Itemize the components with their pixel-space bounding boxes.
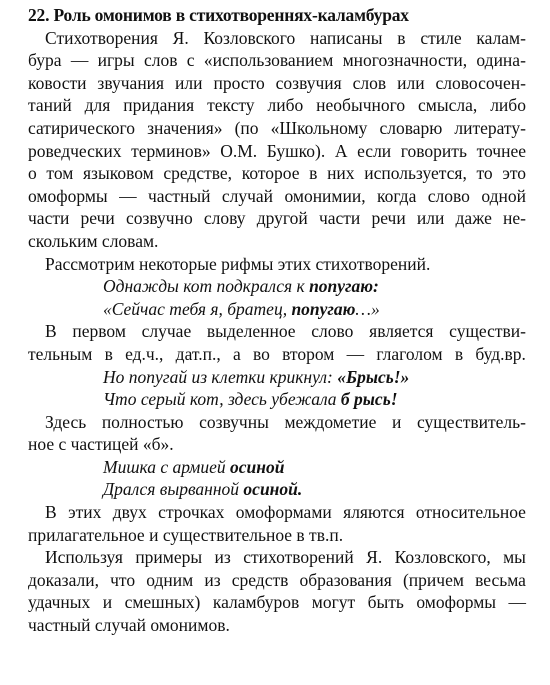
verse-highlight: осиной.: [243, 479, 303, 500]
verse-line: [28, 456, 526, 479]
paragraph-analysis-1: [28, 320, 526, 365]
verse-highlight: попугаю:: [309, 276, 379, 297]
text-line: роведческих терминов» О.М. Бушко). А если говорить точнее: [28, 140, 526, 161]
verse-osina: [28, 456, 526, 501]
verse-text: Дрался вырванной: [103, 479, 244, 500]
text-line: В первом случае выделенное слово является существи-: [45, 321, 526, 342]
text-line: Используя примеры из стихотворений Я. Козловского, мы: [45, 547, 526, 568]
text-line: доказали, что одним из средств образования (причем весьма: [28, 569, 526, 590]
paragraph-intro: [28, 27, 526, 253]
verse-line: [28, 388, 526, 411]
text-line: частный случай омонимов.: [28, 615, 230, 636]
text-line: скольким словам.: [28, 230, 159, 251]
text-line: тельным в ед.ч., дат.п., а во втором — глаголом в буд.вр.: [28, 343, 526, 364]
text-line: В этих двух строчках омоформами яляются относительное: [45, 502, 526, 523]
verse-line: [28, 366, 526, 389]
text-line: сатирического значения» (по «Школьному словарю литерату-: [28, 117, 526, 138]
text-line: Здесь полностью созвучны междометие и существитель-: [45, 411, 526, 432]
verse-line: [28, 478, 526, 501]
text-line: удачных и смешных) каламбуров могут быть омоформы —: [28, 592, 526, 613]
text-line: таний для придания тексту либо необычного смысла, либо: [28, 95, 526, 116]
text-line: Стихотворения Я. Козловского написаны в стиле калам-: [45, 27, 526, 48]
verse-text: Однажды кот подкрался к: [103, 276, 310, 297]
verse-brys: [28, 366, 526, 411]
text-line: прилагательное и существительное в тв.п.: [28, 524, 344, 545]
verse-parrot: [28, 275, 526, 320]
paragraph-analysis-2: [28, 411, 526, 456]
verse-highlight: осиной: [230, 456, 285, 477]
paragraph-conclusion: [28, 546, 526, 636]
verse-text: Но попугай из клетки крикнул:: [103, 366, 338, 387]
text-line: части речи созвучно слову другой части речи или даже не-: [28, 208, 526, 229]
text-line: о том языковом средстве, которое в них используется, то это: [28, 163, 526, 184]
verse-text: …»: [355, 298, 380, 319]
paragraph-analysis-3: [28, 501, 526, 546]
text-line: ковости звучания или просто созвучия слов или словосочен-: [28, 72, 526, 93]
verse-text: Что серый кот, здесь убежала: [103, 389, 341, 410]
verse-line: [28, 275, 526, 298]
text-line: омоформы — частный случай омонимии, когда слово одной: [28, 185, 526, 206]
verse-highlight: «Брысь!»: [337, 366, 410, 387]
text-line: ное с частицей «б».: [28, 434, 174, 455]
verse-highlight: попугаю: [291, 298, 356, 319]
text-line: бура — игры слов с «использованием многозначности, одина-: [28, 50, 526, 71]
paragraph-rhymes-intro: Рассмотрим некоторые рифмы этих стихотворений.: [45, 253, 431, 274]
verse-text: Мишка с армией: [103, 456, 230, 477]
verse-highlight: б рысь!: [340, 389, 398, 410]
section-title: 22. Роль омонимов в стихотвореннях-каламбурах: [28, 5, 409, 25]
verse-line: [28, 298, 526, 321]
verse-text: «Сейчас тебя я, братец,: [103, 298, 292, 319]
